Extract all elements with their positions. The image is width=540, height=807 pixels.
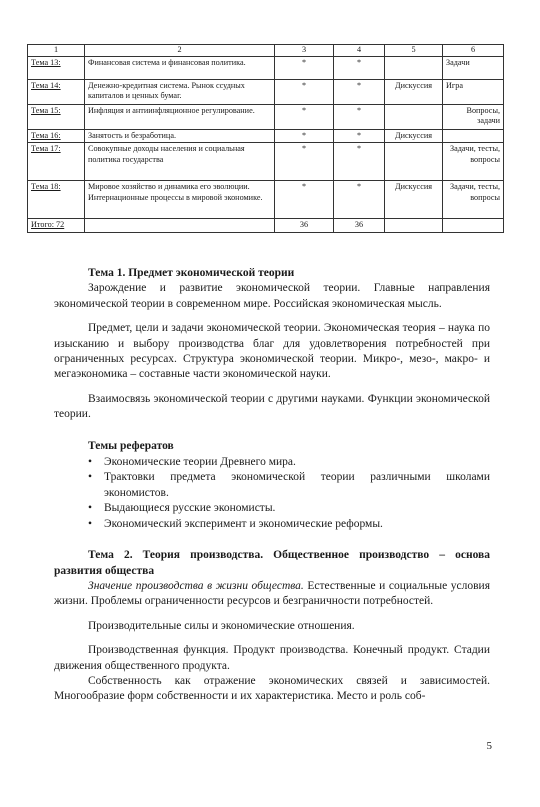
col-header: 5 — [385, 45, 443, 57]
paragraph: Производительные силы и экономические отношения. — [88, 619, 355, 632]
col-header: 1 — [28, 45, 85, 57]
paragraph: Предмет, цели и задачи экономической теории. Экономическая теория – наука по изысканию и выбору производства благ для удовлетворения потребностей при ограниченных ресурсах. Структура экономической теории. Микро-, мезо-, макро- и мегаэкономика – составные части экономической науки. — [54, 322, 490, 381]
paragraph: Взаимосвязь экономической теории с другими науками. Функции экономической теории. — [54, 392, 490, 421]
tema-title: Денежно-кредитная система. Рынок ссудных капиталов и ценных бумаг. — [85, 80, 275, 105]
control-cell: Задачи, тесты, вопросы — [443, 143, 504, 181]
total-empty — [85, 219, 275, 232]
table-row — [28, 80, 504, 105]
seminar-mark: * — [334, 181, 385, 219]
table-header-row — [28, 45, 504, 57]
total-empty — [443, 219, 504, 232]
lecture-mark: * — [275, 105, 334, 130]
tema-title: Инфляция и антиинфляционное регулирование. — [85, 105, 275, 130]
course-plan-table — [27, 44, 504, 233]
form-cell: Дискуссия — [385, 181, 443, 219]
lecture-mark: * — [275, 181, 334, 219]
table-row — [28, 130, 504, 143]
total-lectures: 36 — [275, 219, 334, 232]
paragraph: Значение производства в жизни общества. Естественные и социальные условия жизни. Проблемы ограниченности ресурсов и безграничности потребностей. — [54, 579, 490, 608]
paragraph: Зарождение и развитие экономической теории. Главные направления экономической теории в современном мире. Российская экономическая мысль. — [54, 282, 490, 310]
control-cell: Задачи — [443, 57, 504, 80]
document-body — [54, 266, 490, 705]
seminar-mark: * — [334, 80, 385, 105]
seminar-mark: * — [334, 57, 385, 80]
refs-heading: Темы рефератов — [88, 439, 174, 452]
tema-title: Мировое хозяйство и динамика его эволюции. Интернационные процессы в мировой экономике. — [85, 181, 275, 219]
form-cell: Дискуссия — [385, 80, 443, 105]
bullet-icon: • — [88, 502, 93, 515]
tema-title: Совокупные доходы населения и социальная политика государства — [85, 143, 275, 181]
list-item: • Экономические теории Древнего мира. — [88, 455, 490, 470]
seminar-mark: * — [334, 143, 385, 181]
tema-number: Тема 13: — [28, 57, 85, 80]
list-item: • Трактовки предмета экономической теории различными школами экономистов. — [88, 471, 490, 499]
form-cell — [385, 105, 443, 130]
seminar-mark: * — [334, 105, 385, 130]
control-cell: Вопросы, задачи — [443, 105, 504, 130]
tema-title: Занятость и безработица. — [85, 130, 275, 143]
lecture-mark: * — [275, 143, 334, 181]
seminar-mark: * — [334, 130, 385, 143]
list-item: • Экономический эксперимент и экономические реформы. — [88, 517, 490, 532]
table-total-row — [28, 219, 504, 232]
paragraph: Собственность как отражение экономических связей и зависимостей. Многообразие форм собственности и их характеристика. Место и роль соб- — [54, 674, 490, 703]
col-header: 3 — [275, 45, 334, 57]
table-row — [28, 181, 504, 219]
lecture-mark: * — [275, 130, 334, 143]
total-seminars: 36 — [334, 219, 385, 232]
total-empty — [385, 219, 443, 232]
control-cell: Игра — [443, 80, 504, 105]
control-cell — [443, 130, 504, 143]
paragraph: Производственная функция. Продукт производства. Конечный продукт. Стадии движения общественного продукта. — [54, 644, 490, 672]
refs-list — [54, 455, 490, 532]
italic-lead: Значение производства в жизни общества. — [88, 579, 304, 592]
page-number: 5 — [486, 740, 492, 752]
tema-title: Финансовая система и финансовая политика. — [85, 57, 275, 80]
form-cell — [385, 143, 443, 181]
lecture-mark: * — [275, 80, 334, 105]
form-cell: Дискуссия — [385, 130, 443, 143]
tema-number: Тема 18: — [28, 181, 85, 219]
section-1-heading: Тема 1. Предмет экономической теории — [88, 267, 295, 279]
tema-number: Тема 17: — [28, 143, 85, 181]
lecture-mark: * — [275, 57, 334, 80]
table-row — [28, 57, 504, 80]
col-header: 4 — [334, 45, 385, 57]
col-header: 2 — [85, 45, 275, 57]
control-cell: Задачи, тесты, вопросы — [443, 181, 504, 219]
form-cell — [385, 57, 443, 80]
tema-number: Тема 15: — [28, 105, 85, 130]
col-header: 6 — [443, 45, 504, 57]
bullet-icon: • — [88, 517, 93, 530]
list-item: • Выдающиеся русские экономисты. — [88, 501, 490, 516]
total-label: Итого: 72 — [28, 219, 85, 232]
table-row — [28, 143, 504, 181]
bullet-icon: • — [88, 471, 93, 484]
tema-number: Тема 16: — [28, 130, 85, 143]
table-row — [28, 105, 504, 130]
bullet-icon: • — [88, 456, 93, 469]
section-2-heading: Тема 2. Теория производства. Общественное производство – основа развития общества — [54, 549, 490, 577]
tema-number: Тема 14: — [28, 80, 85, 105]
